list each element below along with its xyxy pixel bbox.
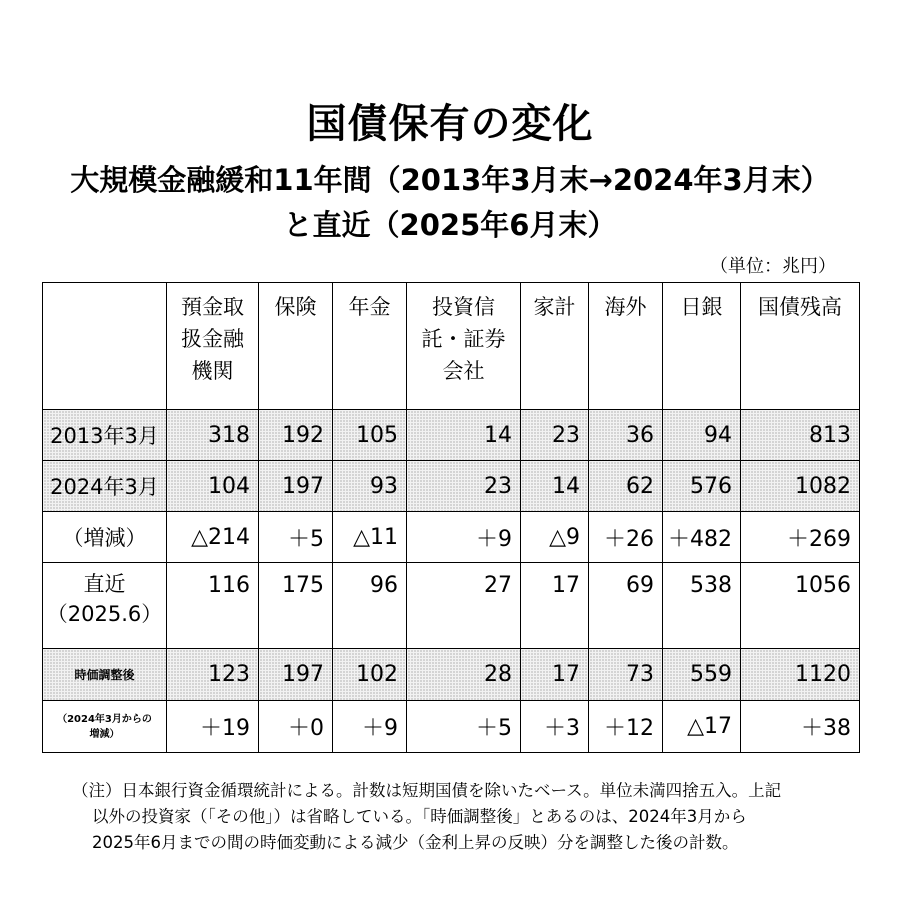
table-row <box>43 563 860 649</box>
header-line: 機関 <box>191 359 234 383</box>
row-label-line: （2025.6） <box>46 602 163 626</box>
table-cell: △17 <box>663 701 741 753</box>
table-cell: ＋19 <box>167 701 259 753</box>
table-cell: 197 <box>259 649 333 701</box>
table-row <box>43 461 860 512</box>
table-cell: 73 <box>589 649 663 701</box>
table-cell: ＋269 <box>741 512 860 563</box>
table-cell: 102 <box>333 649 407 701</box>
table-cell: ＋5 <box>259 512 333 563</box>
table-cell: 576 <box>663 461 741 512</box>
row-label <box>43 701 167 753</box>
table-cell: ＋5 <box>407 701 521 753</box>
subtitle-line-1: 大規模金融緩和11年間（2013年3月末→2024年3月末） <box>70 163 830 197</box>
table-row <box>43 512 860 563</box>
footnote-line: 以外の投資家（「その他」）は省略している。「時価調整後」とあるのは、2024年3月から <box>92 807 747 826</box>
header-insurance <box>259 283 333 410</box>
table-cell: 175 <box>259 563 333 649</box>
header-row <box>43 283 860 410</box>
header-line: 扱金融 <box>181 327 244 351</box>
header-line: 保険 <box>274 295 317 319</box>
table-cell: △11 <box>333 512 407 563</box>
table-cell: 1120 <box>741 649 860 701</box>
header-corner <box>43 283 167 410</box>
table-cell: 318 <box>167 410 259 461</box>
table-cell: ＋9 <box>333 701 407 753</box>
table-cell: 116 <box>167 563 259 649</box>
table-cell: 197 <box>259 461 333 512</box>
table-cell: 27 <box>407 563 521 649</box>
holdings-table <box>42 282 860 753</box>
subtitle-line-2: と直近（2025年6月末） <box>283 208 617 242</box>
header-line: 投資信 <box>432 295 495 319</box>
table-cell: 23 <box>407 461 521 512</box>
table-cell: 538 <box>663 563 741 649</box>
table-cell: 94 <box>663 410 741 461</box>
footnote <box>72 778 842 856</box>
header-line: 家計 <box>533 295 576 319</box>
header-deposit-institutions <box>167 283 259 410</box>
table-cell: 559 <box>663 649 741 701</box>
table-cell: ＋0 <box>259 701 333 753</box>
header-line: 日銀 <box>680 295 723 319</box>
table-cell: 105 <box>333 410 407 461</box>
unit-label: （単位：兆円） <box>710 256 836 277</box>
table-cell: 17 <box>521 649 589 701</box>
table-cell: 17 <box>521 563 589 649</box>
table-cell: 104 <box>167 461 259 512</box>
page-title: 国債保有の変化 <box>306 101 594 147</box>
table-cell: 36 <box>589 410 663 461</box>
row-label: 2024年3月 <box>43 461 167 512</box>
header-line: 預金取 <box>181 295 244 319</box>
row-label-line: 直近 <box>83 572 126 596</box>
header-line: 託・証券 <box>421 327 506 351</box>
header-investment-trusts <box>407 283 521 410</box>
header-pension <box>333 283 407 410</box>
table-cell: △9 <box>521 512 589 563</box>
row-label: （増減） <box>43 512 167 563</box>
header-line: 海外 <box>604 295 647 319</box>
row-label-line: （2024年3月からの <box>57 713 152 725</box>
table-cell: 123 <box>167 649 259 701</box>
header-line: 国債残高 <box>758 295 842 319</box>
table-row <box>43 410 860 461</box>
row-label: 2013年3月 <box>43 410 167 461</box>
row-label: 時価調整後 <box>43 649 167 701</box>
table-cell: 93 <box>333 461 407 512</box>
table-cell: 813 <box>741 410 860 461</box>
table-cell: 96 <box>333 563 407 649</box>
table-cell: 62 <box>589 461 663 512</box>
footnote-line: 2025年6月までの間の時価変動による減少（金利上昇の反映）分を調整した後の計数。 <box>92 833 739 852</box>
table-cell: △214 <box>167 512 259 563</box>
header-overseas <box>589 283 663 410</box>
table-cell: ＋26 <box>589 512 663 563</box>
table-cell: 14 <box>407 410 521 461</box>
table-cell: 28 <box>407 649 521 701</box>
table-cell: 69 <box>589 563 663 649</box>
header-boj <box>663 283 741 410</box>
table-cell: 1082 <box>741 461 860 512</box>
table-row <box>43 649 860 701</box>
table-cell: 192 <box>259 410 333 461</box>
table-row <box>43 701 860 753</box>
table-cell: 23 <box>521 410 589 461</box>
table-cell: 1056 <box>741 563 860 649</box>
header-line: 年金 <box>348 295 391 319</box>
row-label-line: 増減） <box>89 728 120 740</box>
table-cell: 14 <box>521 461 589 512</box>
table-cell: ＋482 <box>663 512 741 563</box>
header-households <box>521 283 589 410</box>
table-cell: ＋38 <box>741 701 860 753</box>
header-line: 会社 <box>442 359 485 383</box>
header-outstanding <box>741 283 860 410</box>
footnote-line: （注）日本銀行資金循環統計による。計数は短期国債を除いたベース。単位未満四捨五入。上記 <box>72 781 782 800</box>
table-cell: ＋3 <box>521 701 589 753</box>
table-cell: ＋12 <box>589 701 663 753</box>
row-label <box>43 563 167 649</box>
table-cell: ＋9 <box>407 512 521 563</box>
